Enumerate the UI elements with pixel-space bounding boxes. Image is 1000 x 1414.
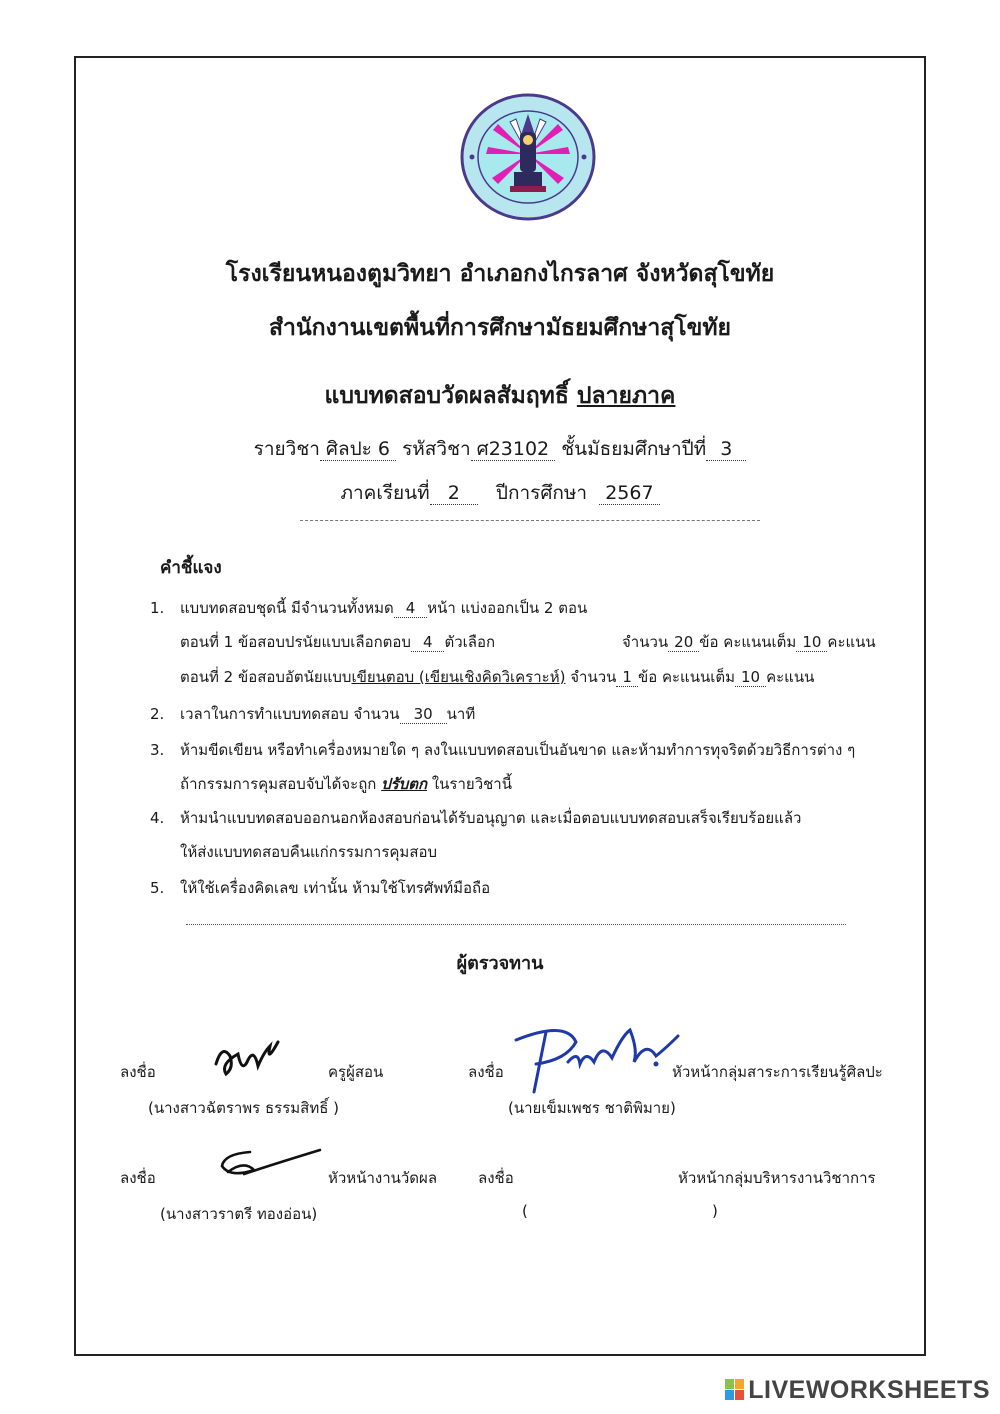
exam-title-prefix: แบบทดสอบวัดผลสัมฤทธิ์ bbox=[324, 383, 577, 409]
liveworksheets-logo-icon bbox=[725, 1379, 745, 1401]
liveworksheets-watermark bbox=[725, 1376, 990, 1405]
office-name: สำนักงานเขตพื้นที่การศึกษามัธยมศึกษาสุโขทัย bbox=[268, 315, 732, 341]
part2-score-label: ข้อ คะแนนเต็ม bbox=[637, 668, 735, 686]
measure-name: (นางสาวราตรี ทองอ่อน) bbox=[160, 1205, 318, 1223]
item3-line2c: ในรายวิชานี้ bbox=[427, 775, 512, 793]
part1-text-a: ตอนที่ 1 ข้อสอบปรนัยแบบเลือกตอบ bbox=[180, 633, 411, 651]
item1-text-b: หน้า แบ่งออกเป็น 2 ตอน bbox=[427, 599, 588, 617]
teacher-signature bbox=[208, 1034, 288, 1084]
instruction-item-2 bbox=[150, 702, 475, 726]
divider-dashed bbox=[300, 520, 760, 521]
measure-role: หัวหน้างานวัดผล bbox=[328, 1169, 438, 1187]
part-1-score bbox=[622, 630, 876, 654]
item3-line1: ห้ามขีดเขียน หรือทำเครื่องหมายใด ๆ ลงในแบบทดสอบเป็นอันขาด และห้ามทำการทุจริตด้วยวิธีการต่าง ๆ bbox=[180, 741, 856, 759]
item3-line2a: ถ้ากรรมการคุมสอบจับได้จะถูก bbox=[180, 775, 382, 793]
code-label: รหัสวิชา bbox=[402, 438, 471, 460]
watermark-text: LIVEWORKSHEETS bbox=[748, 1376, 990, 1404]
measure-signature bbox=[214, 1144, 324, 1188]
art-head-name: (นายเข็มเพชร ชาติพิมาย) bbox=[508, 1099, 676, 1117]
academic-name-close: ) bbox=[712, 1202, 718, 1220]
item3-penalty: ปรับตก bbox=[381, 775, 428, 793]
exam-title bbox=[0, 378, 1000, 414]
instruction-item-1 bbox=[150, 596, 587, 620]
subject-label: รายวิชา bbox=[253, 438, 320, 460]
part2-unit: คะแนน bbox=[766, 668, 815, 686]
sign-label-teacher: ลงชื่อ bbox=[120, 1063, 156, 1081]
item2-text-b: นาที bbox=[446, 705, 476, 723]
part2-count: 1 bbox=[616, 668, 638, 687]
instruction-item-3-cont bbox=[180, 772, 512, 796]
item5-text: ให้ใช้เครื่องคิดเลข เท่านั้น ห้ามใช้โทรศัพท์มือถือ bbox=[180, 879, 491, 897]
part1-score: 10 bbox=[796, 633, 827, 652]
sign-label-academic: ลงชื่อ bbox=[478, 1169, 514, 1187]
part-1-line bbox=[180, 630, 495, 654]
sign-label-art-head: ลงชื่อ bbox=[468, 1063, 504, 1081]
part2-score: 10 bbox=[735, 668, 766, 687]
reviewer-heading: ผู้ตรวจทาน bbox=[456, 953, 544, 974]
instruction-item-4 bbox=[150, 806, 801, 830]
instruction-item-3 bbox=[150, 738, 855, 762]
item-number: 1. bbox=[150, 599, 165, 617]
item-number: 5. bbox=[150, 879, 165, 897]
sign-label-measure: ลงชื่อ bbox=[120, 1169, 156, 1187]
code-value: ศ23102 bbox=[471, 438, 556, 461]
school-logo bbox=[458, 92, 598, 222]
academic-role: หัวหน้ากลุ่มบริหารงานวิชาการ bbox=[678, 1169, 876, 1187]
art-head-signature bbox=[506, 1020, 686, 1100]
divider-dotted bbox=[186, 924, 846, 925]
part2-type: เขียนตอบ (เขียนเชิงคิดวิเคราะห์) bbox=[351, 668, 566, 686]
part1-count-label: จำนวน bbox=[622, 633, 669, 651]
year-value: 2567 bbox=[599, 482, 659, 505]
teacher-name: (นางสาวฉัตราพร ธรรมสิทธิ์ ) bbox=[148, 1099, 339, 1117]
academic-name-open: ( bbox=[522, 1202, 528, 1220]
term-label: ภาคเรียนที่ bbox=[340, 482, 430, 504]
part1-choices: 4 bbox=[411, 633, 445, 652]
subject-line bbox=[0, 434, 1000, 464]
page-count: 4 bbox=[394, 599, 428, 618]
part1-score-label: ข้อ คะแนนเต็ม bbox=[699, 633, 797, 651]
part2-count-label: จำนวน bbox=[570, 668, 617, 686]
grade-value: 3 bbox=[706, 438, 746, 461]
item4-line1: ห้ามนำแบบทดสอบออกนอกห้องสอบก่อนได้รับอนุญาต และเมื่อตอบแบบทดสอบเสร็จเรียบร้อยแล้ว bbox=[180, 809, 802, 827]
part-2-line bbox=[180, 665, 814, 689]
instruction-item-5 bbox=[150, 876, 490, 900]
part1-count: 20 bbox=[668, 633, 699, 652]
item2-text-a: เวลาในการทำแบบทดสอบ จำนวน bbox=[180, 705, 400, 723]
grade-label: ชั้นมัธยมศึกษาปีที่ bbox=[561, 438, 707, 460]
part2-text-a: ตอนที่ 2 ข้อสอบอัตนัยแบบ bbox=[180, 668, 352, 686]
part1-unit: คะแนน bbox=[827, 633, 876, 651]
item-number: 3. bbox=[150, 741, 165, 759]
instruction-item-4-cont: ให้ส่งแบบทดสอบคืนแก่กรรมการคุมสอบ bbox=[180, 843, 438, 861]
art-head-role: หัวหน้ากลุ่มสาระการเรียนรู้ศิลปะ bbox=[672, 1063, 883, 1081]
subject-value: ศิลปะ 6 bbox=[320, 438, 396, 461]
term-value: 2 bbox=[430, 482, 478, 505]
year-label: ปีการศึกษา bbox=[495, 482, 588, 504]
exam-title-term: ปลายภาค bbox=[576, 383, 676, 409]
school-name: โรงเรียนหนองตูมวิทยา อำเภอกงไกรลาศ จังหวัดสุโขทัย bbox=[225, 261, 775, 287]
term-line bbox=[0, 478, 1000, 508]
teacher-role: ครูผู้สอน bbox=[328, 1063, 384, 1081]
part1-text-b: ตัวเลือก bbox=[444, 633, 496, 651]
instructions-heading: คำชี้แจง bbox=[160, 558, 222, 578]
item-number: 4. bbox=[150, 809, 165, 827]
item1-text-a: แบบทดสอบชุดนี้ มีจำนวนทั้งหมด bbox=[180, 599, 394, 617]
exam-minutes: 30 bbox=[400, 705, 447, 724]
item-number: 2. bbox=[150, 705, 165, 723]
